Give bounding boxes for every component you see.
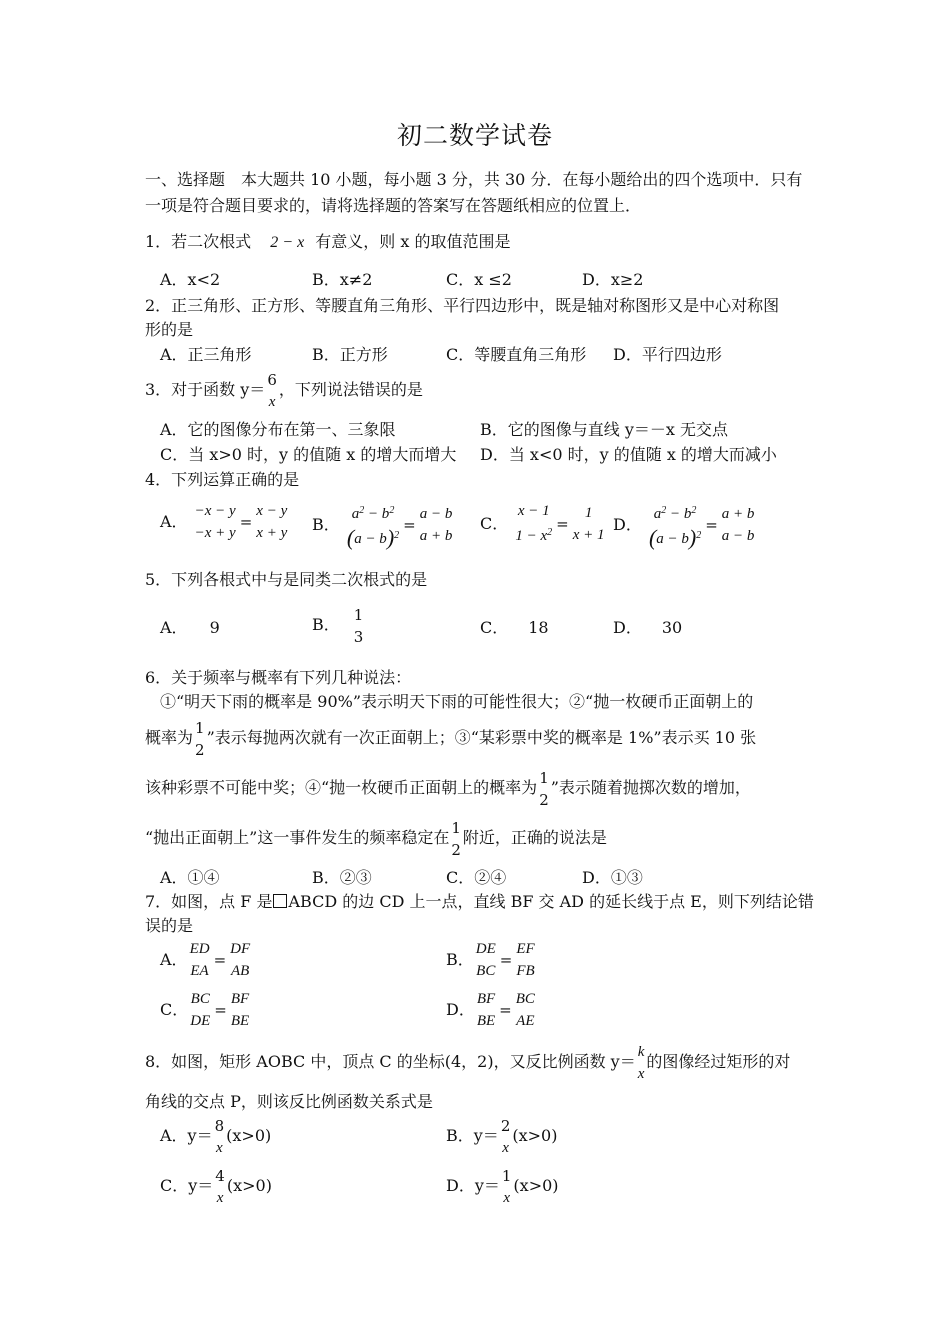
denominator: FB <box>516 963 535 979</box>
denominator: 2 <box>451 840 461 859</box>
q6-option-c: C．②④ <box>446 868 507 887</box>
q2-stem-line1: 2．正三角形、正方形、等腰直角三角形、平行四边形中，既是轴对称图形又是中心对称图 <box>145 296 780 315</box>
numerator: x − 1 <box>517 503 550 519</box>
section-instructions-line1: 一、选择题 本大题共 10 小题，每小题 3 分，共 30 分．在每小题给出的四个选项中．只有 <box>145 170 803 189</box>
q4-option-b-label: B． <box>312 515 340 534</box>
numerator: 4 <box>215 1166 225 1185</box>
numerator: 1 <box>451 818 461 837</box>
q6-line3-suffix: ”表示每抛两次就有一次正面朝上；③“某彩票中奖的概率是 1%”表示买 10 张 <box>206 728 757 747</box>
q6-stem-line5 <box>145 816 607 861</box>
numerator: 1 <box>195 718 205 737</box>
q6-stem-line3 <box>145 716 756 761</box>
q4-option-a: A． −x − y −x + y = x − y x + y <box>160 500 289 544</box>
section-instructions-line2: 一项是符合题目要求的，请将选择题的答案写在答题纸相应的位置上． <box>145 196 642 215</box>
q7-stem-line2: 误的是 <box>145 916 194 935</box>
q2-stem-line2: 形的是 <box>145 320 194 339</box>
q6-stem-line2: ①“明天下雨的概率是 90%”表示明天下雨的可能性很大；②“抛一枚硬币正面朝上的 <box>160 692 754 711</box>
q2-option-d: D．平行四边形 <box>613 345 722 364</box>
q8-option-a: A．y＝ 8 x (x>0) <box>160 1114 271 1159</box>
numerator: $a^2 - b^2$ <box>653 505 697 522</box>
numerator: 1 <box>353 605 364 624</box>
q8-line1-suffix: 的图像经过矩形的对 <box>646 1052 791 1071</box>
page-title: 初二数学试卷 <box>396 121 553 150</box>
q1-stem-suffix: 有意义，则 x 的取值范围是 <box>315 232 511 251</box>
denominator: −x + y <box>194 525 236 541</box>
numerator: 8 <box>214 1116 225 1135</box>
numerator: DE <box>475 941 496 957</box>
q7-line1-suffix: ABCD 的边 CD 上一点，直线 BF 交 AD 的延长线于点 E，则下列结论错 <box>288 892 814 911</box>
denominator: x <box>502 1139 509 1156</box>
q1-option-c: C．x ≤2 <box>446 270 512 289</box>
numerator: 1 <box>584 504 593 521</box>
q7-option-b: B． DE BC = EF FB <box>446 938 537 982</box>
denominator: AE <box>516 1013 535 1029</box>
denominator: BE <box>476 1013 496 1029</box>
denominator: x <box>216 1189 224 1206</box>
q4-d-fraction-right <box>722 503 755 547</box>
numerator: 1 <box>539 768 549 787</box>
numerator: BF <box>476 991 496 1007</box>
q5-stem: 5．下列各根式中与是同类二次根式的是 <box>145 570 428 589</box>
q8-k-over-x <box>638 1041 645 1085</box>
q7-option-d: D． BF BE = BC AE <box>446 988 537 1032</box>
q4-stem: 4．下列运算正确的是 <box>145 470 300 489</box>
denominator: 2 <box>195 740 205 759</box>
q7-line1-prefix: 7．如图，点 F 是 <box>145 892 273 911</box>
denominator: x <box>503 1189 510 1206</box>
q4-option-d: D． $a^2 - b^2$ $(a - b)^2$ = a + b a − b <box>613 500 756 550</box>
denominator: AB <box>230 963 250 979</box>
q5-b-fraction <box>354 604 364 648</box>
q4-c-fraction-right <box>573 502 605 546</box>
q7-stem-line1 <box>145 892 814 912</box>
denominator: 2 <box>539 790 549 809</box>
numerator: −x − y <box>194 503 236 519</box>
q4-option-c: C． x − 1 $1 - x^2$ = 1 x + 1 <box>480 500 606 547</box>
q6-line5-prefix: “抛出正面朝上”这一事件发生的频率稳定在 <box>145 828 450 847</box>
denominator: 3 <box>353 627 364 646</box>
q1-option-a: A．x<2 <box>160 270 221 289</box>
q4-c-fraction-left <box>515 500 552 547</box>
q4-a-fraction-left <box>195 500 236 544</box>
q3-stem-prefix: 3．对于函数 y＝ <box>145 380 266 399</box>
denominator: a + b <box>419 528 453 544</box>
q6-line4-prefix: 该种彩票不可能中奖；④“抛一枚硬币正面朝上的概率为 <box>145 778 538 797</box>
denominator: x <box>637 1065 645 1082</box>
denominator: $1 - x^2$ <box>515 527 553 544</box>
denominator: EA <box>190 963 209 979</box>
numerator: x − y <box>256 503 288 519</box>
q3-option-a: A．它的图像分布在第一、三象限 <box>160 420 396 439</box>
q3-fraction <box>267 369 277 413</box>
denominator: x <box>216 1139 223 1156</box>
q3-fraction-numerator: 6 <box>267 370 277 389</box>
q4-option-d-label: D． <box>613 515 642 534</box>
q1-option-d: D．x≥2 <box>582 270 644 289</box>
numerator: k <box>637 1043 645 1060</box>
parallelogram-icon <box>273 894 287 908</box>
q6-half-fraction-1 <box>195 717 205 761</box>
q6-line3-prefix: 概率为 <box>145 728 194 747</box>
denominator: DE <box>190 1013 211 1029</box>
q8-option-b: B．y＝ 2 x (x>0) <box>446 1114 557 1159</box>
numerator: 1 <box>501 1166 512 1185</box>
q6-line5-suffix: 附近，正确的说法是 <box>462 828 607 847</box>
q3-option-d: D．当 x<0 时，y 的值随 x 的增大而减小 <box>480 445 777 464</box>
q4-option-b: B． $a^2 - b^2$ $(a - b)^2$ = a − b a + b <box>312 500 454 550</box>
q4-d-fraction-left <box>649 500 701 550</box>
numerator: ED <box>189 941 210 957</box>
numerator: BC <box>515 991 535 1007</box>
denominator: x + 1 <box>572 526 605 543</box>
q5-option-d: D． 30 <box>613 618 683 637</box>
q3-option-c: C．当 x>0 时，y 的值随 x 的增大而增大 <box>160 445 457 464</box>
q6-option-a: A．①④ <box>160 868 220 887</box>
numerator: a + b <box>721 506 755 522</box>
q8-option-c: C．y＝ 4 x (x>0) <box>160 1164 272 1209</box>
q4-a-fraction-right <box>256 500 287 544</box>
q5-option-a: A． 9 <box>160 618 220 637</box>
numerator: EF <box>516 941 535 957</box>
denominator: BE <box>230 1013 250 1029</box>
q3-stem <box>145 368 423 413</box>
q8-line1-prefix: 8．如图，矩形 AOBC 中，顶点 C 的坐标(4，2)，又反比例函数 y＝ <box>145 1052 636 1071</box>
q8-stem-line1 <box>145 1040 790 1085</box>
numerator: BF <box>230 991 250 1007</box>
q4-option-a-label: A． <box>160 512 188 531</box>
q6-half-fraction-2 <box>539 767 549 811</box>
numerator: DF <box>230 941 251 957</box>
q5-option-c: C． 18 <box>480 618 549 637</box>
denominator: $(a - b)^2$ <box>346 525 400 550</box>
numerator: 2 <box>500 1116 511 1135</box>
q6-option-d: D．①③ <box>582 868 643 887</box>
q6-stem-line4 <box>145 766 751 811</box>
q6-line4-suffix: ”表示随着抛掷次数的增加， <box>550 778 751 797</box>
q2-option-b: B．正方形 <box>312 345 388 364</box>
denominator: $(a - b)^2$ <box>648 525 702 550</box>
q4-option-c-label: C． <box>480 513 509 533</box>
numerator: $a^2 - b^2$ <box>351 505 395 522</box>
numerator: BC <box>190 991 210 1007</box>
q1-stem-prefix: 1．若二次根式 <box>145 232 252 251</box>
q3-option-b: B．它的图像与直线 y＝－x 无交点 <box>480 420 728 439</box>
denominator: x + y <box>256 525 288 541</box>
q8-option-d: D．y＝ 1 x (x>0) <box>446 1164 559 1209</box>
q1-radicand: 2 − x <box>270 234 305 251</box>
q4-b-fraction-right <box>420 503 453 547</box>
q2-option-c: C．等腰直角三角形 <box>446 345 587 364</box>
q8-stem-line2: 角线的交点 P，则该反比例函数关系式是 <box>145 1092 433 1111</box>
q7-option-a: A． ED EA = DF AB <box>160 938 252 982</box>
denominator: BC <box>476 963 496 979</box>
q5-option-b: B． 1 3 <box>312 605 364 646</box>
q2-option-a: A．正三角形 <box>160 345 252 364</box>
q7-option-c: C． BC DE = BF BE <box>160 988 251 1032</box>
q1-stem <box>145 232 510 253</box>
numerator: a − b <box>419 506 453 522</box>
q3-fraction-denominator: x <box>268 393 276 410</box>
q6-option-b: B．②③ <box>312 868 372 887</box>
denominator: a − b <box>721 528 755 544</box>
q4-b-fraction-left <box>347 500 399 550</box>
q1-option-b: B．x≠2 <box>312 270 373 289</box>
q3-stem-suffix: ，下列说法错误的是 <box>278 380 423 399</box>
q6-half-fraction-3 <box>451 817 461 861</box>
q6-stem-line1: 6．关于频率与概率有下列几种说法： <box>145 668 412 687</box>
